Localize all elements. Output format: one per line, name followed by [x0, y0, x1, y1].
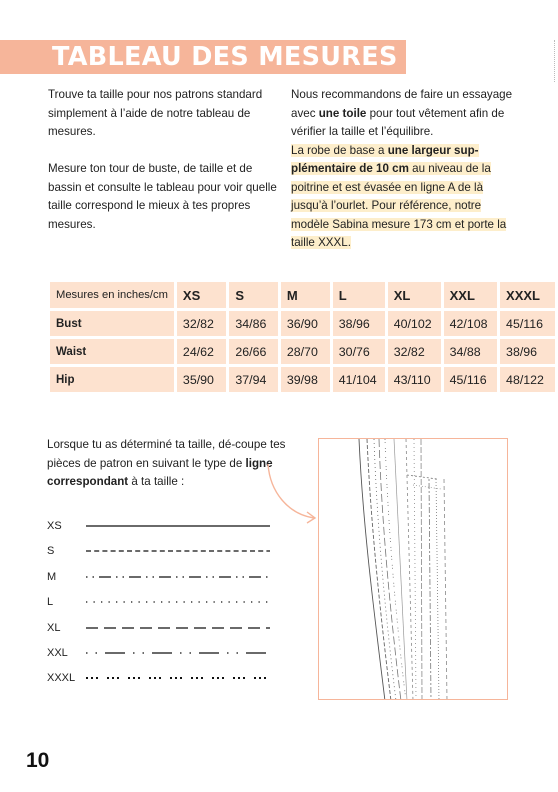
size-header-xxl: XXL — [444, 282, 497, 308]
row-label-bust: Bust — [50, 311, 174, 336]
table-cell: 38/96 — [500, 339, 555, 364]
row-label-hip: Hip — [50, 367, 174, 392]
table-cell: 24/62 — [177, 339, 226, 364]
legend-label-m: M — [47, 571, 57, 583]
legend-label-s: S — [47, 545, 55, 557]
legend-label-xl: XL — [47, 622, 61, 634]
table-cell: 36/90 — [281, 311, 330, 336]
row-label-waist: Waist — [50, 339, 174, 364]
legend-label-l: L — [47, 596, 54, 608]
line-style-xxxl — [86, 674, 270, 682]
table-cell: 45/116 — [444, 367, 497, 392]
intro-paragraph-2: Mesure ton tour de buste, de taille et de bassin et consulte le tableau pour voir quelle taille correspond le mieux à tes propres mesures. — [48, 162, 277, 231]
line-style-s — [86, 547, 270, 555]
table-cell: 38/96 — [333, 311, 385, 336]
crop-mark — [554, 40, 558, 82]
line-style-xl — [86, 624, 270, 632]
size-header-xxxl: XXXL — [500, 282, 555, 308]
legend-label-xxl: XXL — [47, 647, 68, 659]
fit-note-highlight: La robe de base a une largeur sup-plémentaire de 10 cm au niveau de la poitrine et est évasée en ligne A de là jusqu’à l’ourlet. Pour référence, notre modèle Sabina mesure 173 cm et porte la taille XXXL. — [291, 143, 507, 249]
size-header-s: S — [229, 282, 277, 308]
table-cell: 28/70 — [281, 339, 330, 364]
pattern-illustration — [318, 438, 508, 700]
table-cell: 37/94 — [229, 367, 277, 392]
intro-right-column — [291, 86, 516, 253]
table-cell: 32/82 — [177, 311, 226, 336]
size-header-xl: XL — [388, 282, 441, 308]
fit-note-paragraph — [291, 142, 516, 253]
table-cell: 40/102 — [388, 311, 441, 336]
table-cell: 48/122 — [500, 367, 555, 392]
table-cell: 39/98 — [281, 367, 330, 392]
size-table — [47, 279, 558, 395]
table-cell: 30/76 — [333, 339, 385, 364]
line-style-m — [86, 573, 270, 581]
table-cell: 45/116 — [500, 311, 555, 336]
table-row — [50, 311, 555, 336]
table-row — [50, 339, 555, 364]
pattern-lines-graphic — [319, 439, 508, 700]
header-label: Mesures en inches/cm — [50, 282, 174, 308]
table-cell: 42/108 — [444, 311, 497, 336]
table-cell: 34/88 — [444, 339, 497, 364]
size-header-l: L — [333, 282, 385, 308]
table-cell: 34/86 — [229, 311, 277, 336]
legend-label-xs: XS — [47, 520, 62, 532]
table-cell: 43/110 — [388, 367, 441, 392]
table-cell: 32/82 — [388, 339, 441, 364]
table-cell: 26/66 — [229, 339, 277, 364]
size-header-xs: XS — [177, 282, 226, 308]
intro-paragraph-1: Trouve ta taille pour nos patrons standard simplement à l’aide de notre tableau de mesures. — [48, 88, 263, 138]
line-style-xxl — [86, 649, 270, 657]
line-style-xs — [86, 522, 270, 530]
size-table-header — [50, 282, 555, 308]
legend-label-xxxl: XXXL — [47, 672, 76, 684]
table-cell: 41/104 — [333, 367, 385, 392]
table-cell: 35/90 — [177, 367, 226, 392]
curved-arrow-icon — [262, 462, 322, 528]
table-row — [50, 367, 555, 392]
toile-paragraph: Nous recommandons de faire un essayage avec une toile pour tout vêtement afin de vérifier la taille et l’équilibre. — [291, 88, 513, 138]
cut-line-intro: Lorsque tu as déterminé ta taille, dé-coupe tes pièces de patron en suivant le type de ligne correspondant à ta taille : — [47, 438, 286, 488]
size-header-m: M — [281, 282, 330, 308]
intro-left-column — [48, 86, 280, 253]
line-style-l — [86, 598, 270, 606]
page-number: 10 — [26, 749, 50, 772]
page-title: TABLEAU DES MESURES — [52, 42, 398, 72]
